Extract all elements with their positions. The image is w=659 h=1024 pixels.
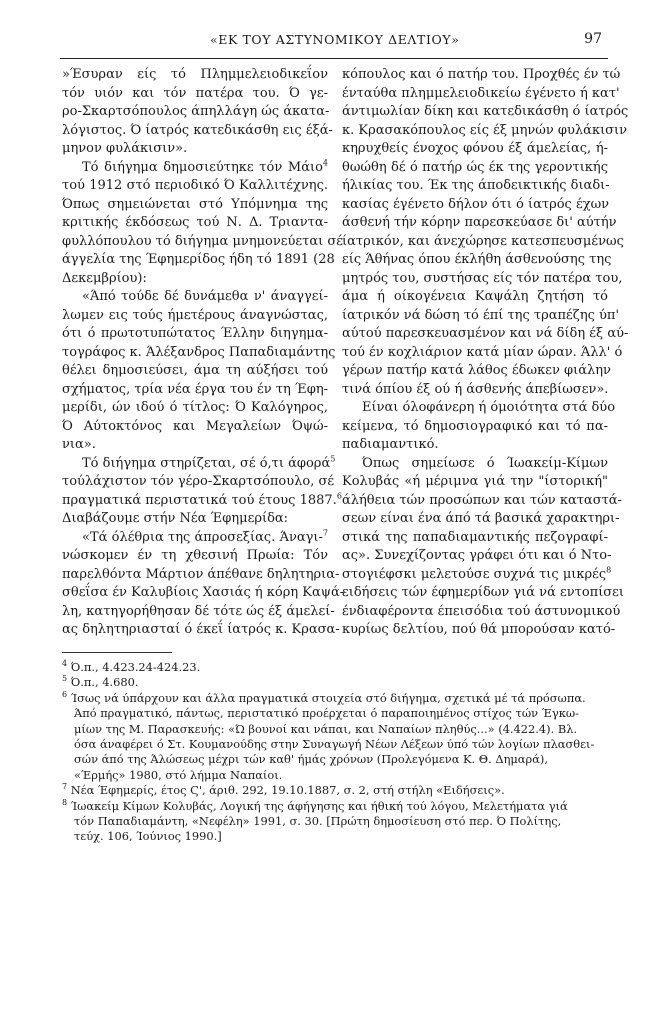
text-line: κασίας έγένετο δήλον ότι ό ίατρός έχων bbox=[342, 196, 610, 212]
text-line: άγγελία της Έφημερίδος ήδη τό 1891 (28 bbox=[62, 252, 335, 267]
text-line: ένδιαφέροντα έπεισόδια τού άστυνομικού bbox=[342, 603, 621, 619]
text-line: τογράφος κ. Άλέξανδρος Παπαδιαμάντης bbox=[62, 344, 336, 360]
footnote-text: «Έρμής» 1980, στό λήμμα Ναπαίοι. bbox=[74, 767, 283, 782]
footnote-text: τόν Παπαδιαμάντη, «Νεφέλη» 1991, σ. 30. [Πρώτη δημοσίευση στό περ. Ό Πολίτης, bbox=[74, 814, 562, 829]
text-line: τόν υιόν και τόν πατέρα του. Ό γε- bbox=[62, 85, 328, 101]
text-line: κ. Κρασακόπουλος είς έξ μηνών φυλάκισιν bbox=[342, 122, 628, 138]
footnote-line bbox=[62, 814, 608, 829]
text-line: φυλλόπουλου τό διήγημα μνημονεύεται σέ bbox=[62, 233, 343, 249]
page-number: 97 bbox=[584, 31, 602, 47]
footnote-text: τεύχ. 106, Ίούνιος 1990.] bbox=[74, 829, 222, 844]
text-line: ίατρικόν νά δώση τό έπί της τραπέζης ύπ' bbox=[342, 307, 620, 323]
text-line: κηρυχθείς ένοχος φόνου έξ άμελείας, ή- bbox=[342, 141, 608, 156]
text-line: Όπως σημείωσε ό Ίωακείμ-Κίμων bbox=[362, 455, 608, 471]
text-line: ας δηλητηριασταί ό έκεΐ ίατρός κ. Κρασα- bbox=[62, 622, 340, 637]
footnote-line bbox=[62, 768, 608, 783]
text-line: ειδήσεις τών έφημερίδων γιά νά εντοπίσει bbox=[342, 585, 625, 600]
text-line: θωώθη δέ ό πατήρ ώς έκ της γεροντικής bbox=[342, 159, 608, 175]
text-line: γέρων πατήρ κατά λάθος έδωκεν φιάλην bbox=[342, 363, 611, 378]
text-line: ένταύθα πλημμελειοδικείω έγένετο ή κατ' bbox=[342, 85, 620, 101]
text-line: κείμενα, τό δημοσιογραφικό και τό πα- bbox=[342, 418, 608, 434]
footnote-text: Νέα Έφημερίς, έτος Ϛ', άριθ. 292, 19.10.1887, σ. 2, στή στήλη «Ειδήσεις». bbox=[70, 783, 505, 798]
footnote-line bbox=[62, 675, 608, 690]
text-line: τού 1912 στό περιοδικό Ό Καλλιτέχνης. bbox=[62, 178, 328, 193]
footnote-line bbox=[62, 752, 608, 767]
footnote-number: 5 bbox=[62, 674, 68, 684]
text-line: άλήθεια τών προσώπων και τών καταστά- bbox=[342, 492, 622, 508]
text-line: «Τά όλέθρια της άπροσεξίας. Άναγι-$^7$ bbox=[82, 528, 328, 545]
text-line: είς Άθήνας όπου έκλήθη άσθενούσης της bbox=[342, 252, 612, 267]
text-line: παδιαμαντικό. bbox=[342, 437, 439, 452]
text-line: θέλει δημοσιεύσει, άμα τη αύξήσει τού bbox=[62, 363, 328, 378]
footnote-ref: 7 bbox=[322, 528, 328, 538]
footnote-number: 6 bbox=[62, 690, 68, 700]
text-line: μερίδι, ών ιδού ό τίτλος: Ό Καλόγηρος, bbox=[62, 400, 328, 415]
text-line: «Άπό τούδε δέ δυνάμεθα ν' άναγγεί- bbox=[82, 289, 328, 304]
footnote-text: Άπό πραγματικό, πάντως, περιστατικό προέρχεται ό παραποιημένος στίχος τών Έγκω- bbox=[74, 706, 579, 721]
text-line: Τό διήγημα στηρίζεται, σέ ό,τι άφορά$^5$ bbox=[82, 454, 336, 471]
running-title: «ΕΚ ΤΟΥ ΑΣΤΥΝΟΜΙΚΟΥ ΔΕΛΤΙΟΥ» bbox=[210, 32, 460, 47]
text-line: παρελθόντα Μάρτιον άπέθανε δηλητηρια- bbox=[62, 566, 340, 582]
footnote-line bbox=[62, 737, 608, 752]
text-line: λη, κατηγορήθησαν δέ τότε ώς έξ άμελεί- bbox=[62, 603, 335, 619]
text-line: λόγιστος. Ό ίατρός κατεδικάσθη εις έξά- bbox=[62, 122, 333, 138]
text-line: κυρίως δελτίου, πού θά μπορούσαν κατό- bbox=[342, 622, 616, 637]
footnote-text: μίων της Μ. Παρασκευής: «Ώ βουνοί και νάπαι, και Ναπαίων πληθύς...» (4.422.4). Βλ. bbox=[74, 721, 578, 736]
text-line: μητρός του, συστήσας είς τόν πατέρα του, bbox=[342, 270, 623, 286]
footnote-ref: 6 bbox=[336, 491, 342, 501]
text-line: λωμεν εις τούς ήμετέρους άναγνώστας, bbox=[62, 307, 328, 323]
text-line: άσθενή τήν κόρην παρεσκεύασε δι' αύτήν bbox=[342, 215, 617, 230]
footnote-line bbox=[62, 783, 608, 798]
footnote-ref: 4 bbox=[322, 158, 328, 168]
text-line: ήλικίας του. Έκ της άποδεικτικής διαδι- bbox=[342, 178, 610, 193]
footnote-number: 7 bbox=[62, 782, 68, 792]
text-line: στικά της παπαδιαμαντικής πεζογραφί- bbox=[342, 529, 608, 545]
right-column bbox=[342, 66, 629, 640]
text-line: τούλάχιστον τόν γέρο-Σκαρτσόπουλο, σέ bbox=[62, 474, 335, 489]
left-column bbox=[62, 66, 345, 640]
footnote-number: 8 bbox=[62, 797, 68, 807]
text-line: στογιέφσκι μελετούσε συχνά τις μικρές$^8$ bbox=[342, 565, 612, 582]
text-line: σθεΐσα έν Καλυβίοις Χασιάς ή κόρη Καψά- bbox=[62, 585, 345, 600]
text-line: άντιμωλίαν δίκη και κατεδικάσθη ό ίατρός bbox=[342, 104, 629, 119]
footnote-line bbox=[62, 829, 608, 844]
footnote-ref: 8 bbox=[606, 565, 612, 575]
text-line: σχήματος, τρία νέα έργα του έν τη Έφη- bbox=[62, 381, 328, 397]
text-line: Τό διήγημα δημοσιεύτηκε τόν Μάιο$^4$ bbox=[82, 158, 328, 175]
text-line: τινά όπίου έξ ού ή άσθενής άπεβίωσεν». bbox=[342, 381, 609, 397]
text-line: άμα ή οίκογένεια Καψάλη ζητήση τό bbox=[342, 289, 608, 304]
footnote-ref: 5 bbox=[330, 454, 336, 464]
footnote-line bbox=[62, 691, 608, 706]
footnote-line bbox=[62, 706, 608, 721]
footnote-line bbox=[62, 660, 608, 675]
footnote-text: όσα άναφέρει ό Στ. Κουμανούδης στην Συναγωγή Νέων Λέξεων ύπό τών λογίων πλασθει- bbox=[74, 737, 595, 752]
text-line: Είναι όλοφάνερη ή όμοιότητα στά δύο bbox=[362, 400, 616, 415]
text-line: σεων είναι ένα άπό τά βασικά χαρακτηρι- bbox=[342, 511, 620, 526]
footnote-text: Ό.π., 4.423.24-424.23. bbox=[70, 660, 201, 674]
footnote-text: Ό.π., 4.680. bbox=[70, 675, 139, 690]
text-line: Κολυβάς «ή μέριμνα γιά την "ίστορική" bbox=[342, 474, 608, 489]
text-line: ας». Συνεχίζοντας γράφει ότι και ό Ντο- bbox=[342, 548, 612, 563]
text-line: νώσκομεν έν τη χθεσινή Πρωία: Τόν bbox=[62, 548, 328, 563]
footnote-text: σών άπό της Άλώσεως μέχρι τών καθ' ήμάς χρόνων (Προλεγόμενα Κ. Θ. Δημαρά), bbox=[74, 752, 548, 767]
footnotes bbox=[62, 660, 608, 845]
footnote-number: 4 bbox=[62, 659, 68, 669]
text-line: ίατρικόν, και άνεχώρησε κατεσπευσμένως bbox=[342, 233, 624, 249]
text-line: Ό Αύτοκτόνος και Μεγαλείων Όψώ- bbox=[62, 418, 328, 434]
text-line: Όπως σημειώνεται στό Υπόμνημα της bbox=[62, 196, 328, 212]
header-rule bbox=[60, 58, 608, 59]
text-line: ρο-Σκαρτσόπουλος άπηλλάγη ώς άκατα- bbox=[62, 104, 330, 119]
text-line: νια». bbox=[62, 437, 96, 452]
footnote-rule bbox=[62, 652, 172, 653]
text-line: κόπουλος και ό πατήρ του. Προχθές έν τώ bbox=[342, 67, 621, 82]
footnote-line bbox=[62, 799, 608, 814]
footnote-text: Ίωακείμ Κίμων Κολυβάς, Λογική της άφήγησης και ήθική τού λόγου, Μελετήματα γιά bbox=[70, 798, 568, 813]
footnote-text: Ίσως νά ύπάρχουν και άλλα πραγματικά στοιχεία στό διήγημα, σχετικά μέ τά πρόσωπα. bbox=[70, 690, 586, 705]
footnote-line bbox=[62, 722, 608, 737]
text-line: Διαβάζουμε στήν Νέα Έφημερίδα: bbox=[62, 511, 289, 526]
text-line: πραγματικά περιστατικά τού έτους 1887.$^6$ bbox=[62, 491, 342, 508]
running-header bbox=[60, 30, 608, 52]
text-line: ότι ό πρωτοτυπώτατος Έλλην διηγημα- bbox=[62, 326, 328, 341]
text-line: τού έν κοχλιάριον κατά μίαν ώραν. Άλλ' ό bbox=[342, 344, 623, 360]
text-line: Δεκεμβρίου): bbox=[62, 270, 147, 286]
text-line: κριτικής έκδόσεως τού Ν. Δ. Τριαντα- bbox=[62, 215, 328, 230]
text-line: μηνον φυλάκισιν». bbox=[62, 141, 188, 156]
text-line: αύτού παρεσκευασμένον και νά δίδη έξ αύ- bbox=[342, 326, 629, 341]
text-line: »Έσυραν είς τό Πλημμελειοδικεΐον bbox=[62, 67, 328, 82]
